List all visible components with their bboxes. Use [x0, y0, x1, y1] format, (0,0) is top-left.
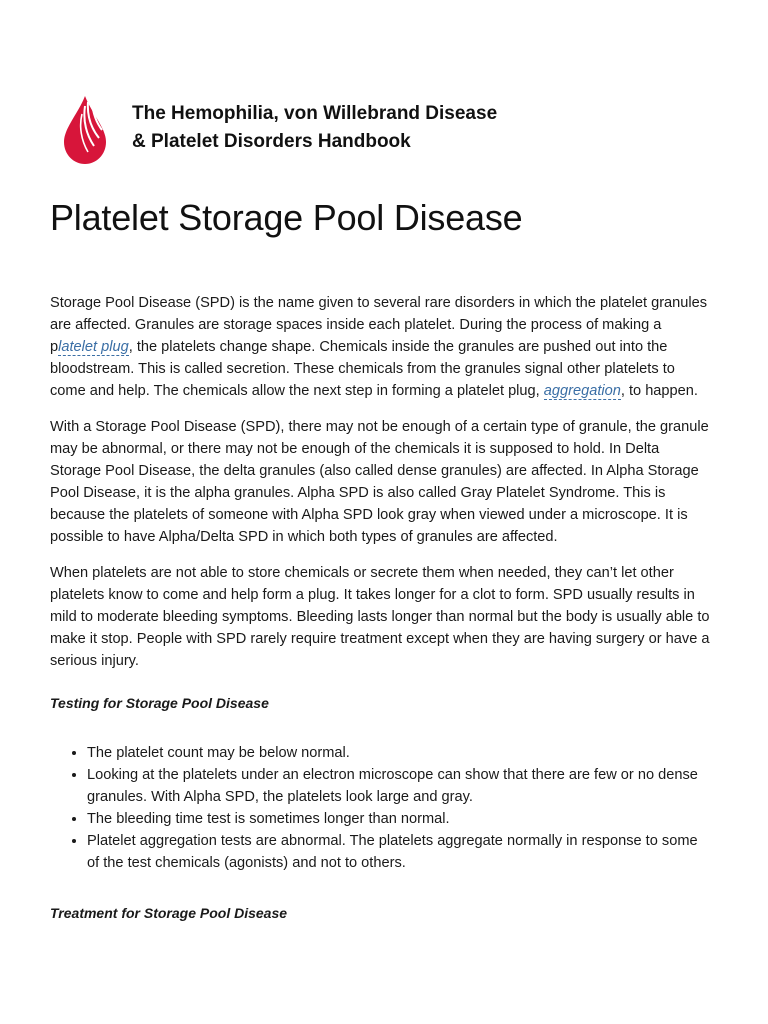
treatment-heading: Treatment for Storage Pool Disease — [50, 905, 288, 921]
testing-list — [50, 742, 710, 874]
list-item: • Platelet aggregation tests are abnormal. The platelets aggregate normally in response to some of the test chemicals (agonists) and not to others. — [87, 830, 710, 874]
intro-text-1: Storage Pool Disease (SPD) is the name given to several rare disorders in which the platelet granules are affected. Granules are storage spaces inside each platelet. During the process of making a p — [50, 295, 708, 355]
page-title: Platelet Storage Pool Disease — [50, 197, 523, 238]
handbook-title-line1: The Hemophilia, von Willebrand Disease — [132, 103, 498, 124]
paragraph-intro — [50, 292, 710, 402]
intro-text-3: , to happen. — [620, 383, 698, 399]
site-header — [58, 92, 497, 166]
handbook-title-line2: & Platelet Disorders Handbook — [132, 131, 411, 152]
intro-text-2: , the platelets change shape. Chemicals inside the granules are pushed out into the bloodstream. This is called secretion. These chemicals from the granules signal other platelets to come and help. The chemicals allow the next step in forming a platelet plug, — [50, 339, 675, 399]
list-item: • Looking at the platelets under an electron microscope can show that there are few or no dense granules. With Alpha SPD, the platelets look large and gray. — [87, 764, 710, 808]
paragraph-symptoms: When platelets are not able to store chemicals or secrete them when needed, they can’t let other platelets know to come and help form a plug. It takes longer for a clot to form. SPD usually results in mild to moderate bleeding symptoms. Bleeding lasts longer than normal but the body is usually able to make it stop. People with SPD rarely require treatment except when they are having surgery or have a serious injury. — [50, 565, 710, 669]
list-item: • The platelet count may be below normal. — [87, 742, 710, 764]
paragraph-spd-types: With a Storage Pool Disease (SPD), there may not be enough of a certain type of granule, the granule may be abnormal, or there may not be enough of the chemicals it is supposed to hold. In Delta Storage Pool Disease, the delta granules (also called dense granules) are affected. In Alpha Storage Pool Disease, it is the alpha granules. Alpha SPD is also called Gray Platelet Syndrome. This is because the platelets of someone with Alpha SPD look gray when viewed under a microscope. It is possible to have Alpha/Delta SPD in which both types of granules are affected. — [50, 419, 709, 545]
blood-drop-logo-icon — [58, 92, 112, 166]
aggregation-link[interactable]: aggregation — [543, 383, 621, 399]
handbook-title — [132, 100, 497, 156]
platelet-plug-link[interactable]: latelet plug — [58, 339, 129, 355]
testing-heading: Testing for Storage Pool Disease — [50, 695, 269, 711]
list-item: • The bleeding time test is sometimes longer than normal. — [87, 808, 710, 830]
article-body — [50, 292, 710, 924]
